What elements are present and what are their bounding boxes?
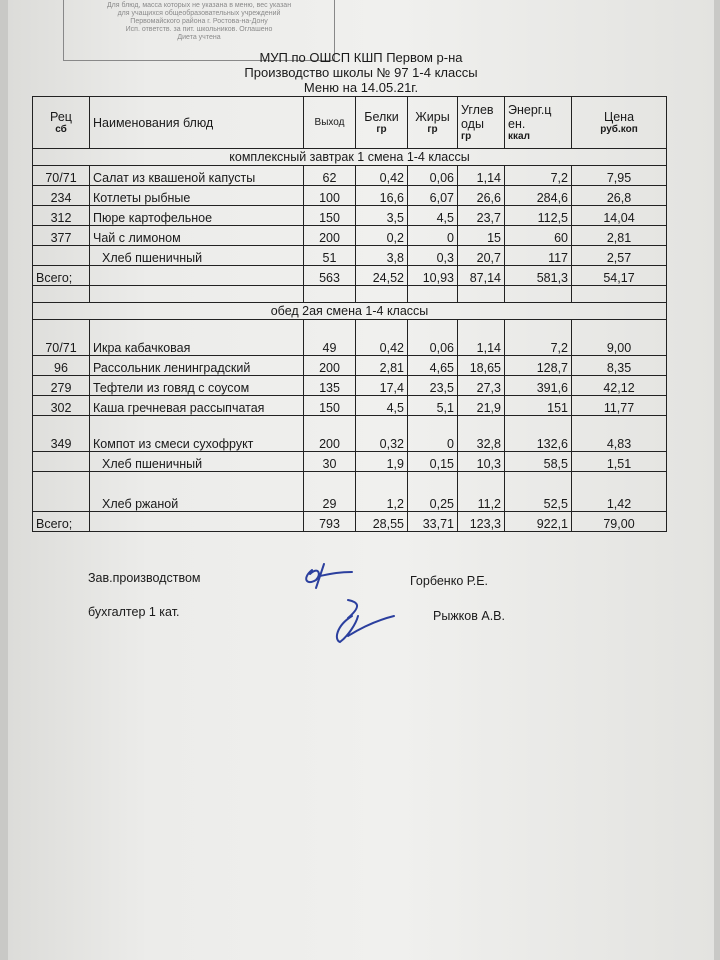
yield-cell: 200 <box>304 226 356 246</box>
carbs-cell: 11,2 <box>458 472 505 512</box>
dish-name: Пюре картофельное <box>90 206 304 226</box>
signature-2 <box>318 596 398 648</box>
carbs-cell: 20,7 <box>458 246 505 266</box>
col-price: Цена руб.коп <box>572 97 667 149</box>
stamp-line: Первомайского района г. Ростова-на-Дону <box>130 18 268 25</box>
table-row <box>33 206 667 226</box>
table-row <box>33 452 667 472</box>
carbs-cell: 15 <box>458 226 505 246</box>
dish-name: Компот из смеси сухофрукт <box>90 416 304 452</box>
role-production-head: Зав.производством <box>88 571 201 585</box>
fat-cell: 0,06 <box>408 166 458 186</box>
energy-cell: 58,5 <box>505 452 572 472</box>
rec-cell: 279 <box>33 376 90 396</box>
rec-cell <box>33 472 90 512</box>
section-title: обед 2ая смена 1-4 классы <box>33 303 667 320</box>
yield-cell: 135 <box>304 376 356 396</box>
dish-name: Каша гречневая рассыпчатая <box>90 396 304 416</box>
fat-cell: 6,07 <box>408 186 458 206</box>
dish-name: Хлеб пшеничный <box>90 452 304 472</box>
table-row <box>33 356 667 376</box>
fat-cell: 0 <box>408 416 458 452</box>
section1-rows <box>33 166 667 266</box>
stamp-line: Исп. ответств. за пит. школьников. Оглашено <box>125 26 273 33</box>
energy-cell: 52,5 <box>505 472 572 512</box>
empty-row <box>33 286 667 303</box>
dish-name: Чай с лимоном <box>90 226 304 246</box>
protein-cell: 0,32 <box>356 416 408 452</box>
protein-cell: 0,2 <box>356 226 408 246</box>
energy-cell: 284,6 <box>505 186 572 206</box>
price-cell: 4,83 <box>572 416 667 452</box>
fat-cell: 0,06 <box>408 320 458 356</box>
table-row <box>33 246 667 266</box>
price-cell: 26,8 <box>572 186 667 206</box>
dish-name: Хлеб ржаной <box>90 472 304 512</box>
fat-cell: 4,65 <box>408 356 458 376</box>
col-energy: Энерг.ц ен. ккал <box>505 97 572 149</box>
carbs-cell: 21,9 <box>458 396 505 416</box>
yield-cell: 150 <box>304 396 356 416</box>
col-rec: Рец сб <box>33 97 90 149</box>
section-title: комплексный завтрак 1 смена 1-4 классы <box>33 149 667 166</box>
price-cell: 9,00 <box>572 320 667 356</box>
table-row <box>33 166 667 186</box>
protein-cell: 1,2 <box>356 472 408 512</box>
stamp-line: Для блюд, масса которых не указана в меню, вес указан <box>106 2 292 9</box>
rec-cell: 349 <box>33 416 90 452</box>
rec-cell <box>33 246 90 266</box>
carbs-cell: 26,6 <box>458 186 505 206</box>
fat-cell: 5,1 <box>408 396 458 416</box>
table-row <box>33 226 667 246</box>
energy-cell: 60 <box>505 226 572 246</box>
yield-cell: 150 <box>304 206 356 226</box>
table-row <box>33 396 667 416</box>
carbs-cell: 10,3 <box>458 452 505 472</box>
protein-cell: 3,8 <box>356 246 408 266</box>
price-cell: 7,95 <box>572 166 667 186</box>
col-name: Наименования блюд <box>90 97 304 149</box>
col-carbs: Углев оды гр <box>458 97 505 149</box>
fat-cell: 23,5 <box>408 376 458 396</box>
yield-cell: 62 <box>304 166 356 186</box>
price-cell: 11,77 <box>572 396 667 416</box>
rec-cell: 312 <box>33 206 90 226</box>
energy-cell: 128,7 <box>505 356 572 376</box>
dish-name: Котлеты рыбные <box>90 186 304 206</box>
price-cell: 2,57 <box>572 246 667 266</box>
section2-rows <box>33 320 667 512</box>
fat-cell: 0 <box>408 226 458 246</box>
table-row <box>33 376 667 396</box>
menu-date: Меню на 14.05.21г. <box>303 80 419 95</box>
protein-cell: 3,5 <box>356 206 408 226</box>
menu-sheet <box>8 0 714 960</box>
protein-cell: 4,5 <box>356 396 408 416</box>
protein-cell: 2,81 <box>356 356 408 376</box>
stamp-line: для учащихся общеобразовательных учреждений <box>117 10 281 17</box>
fat-cell: 0,3 <box>408 246 458 266</box>
protein-cell: 0,42 <box>356 166 408 186</box>
energy-cell: 391,6 <box>505 376 572 396</box>
energy-cell: 117 <box>505 246 572 266</box>
fat-cell: 0,15 <box>408 452 458 472</box>
table-header <box>33 97 667 149</box>
dish-name: Салат из квашеной капусты <box>90 166 304 186</box>
rec-cell: 96 <box>33 356 90 376</box>
price-cell: 14,04 <box>572 206 667 226</box>
stamp-line: Диета учтена <box>177 34 221 41</box>
org-title: МУП по ОШСП КШП Первом р-на <box>259 50 463 65</box>
role-accountant: бухгалтер 1 кат. <box>88 605 180 619</box>
rec-cell <box>33 452 90 472</box>
total-row: Всего; 563 24,52 10,93 87,14 581,3 54,17 <box>33 266 667 286</box>
protein-cell: 1,9 <box>356 452 408 472</box>
yield-cell: 51 <box>304 246 356 266</box>
dish-name: Тефтели из говяд с соусом <box>90 376 304 396</box>
energy-cell: 7,2 <box>505 166 572 186</box>
dish-name: Хлеб пшеничный <box>90 246 304 266</box>
col-fat: Жиры гр <box>408 97 458 149</box>
table-row <box>33 186 667 206</box>
protein-cell: 17,4 <box>356 376 408 396</box>
price-cell: 42,12 <box>572 376 667 396</box>
fat-cell: 4,5 <box>408 206 458 226</box>
fat-cell: 0,25 <box>408 472 458 512</box>
carbs-cell: 32,8 <box>458 416 505 452</box>
table-row <box>33 472 667 512</box>
price-cell: 8,35 <box>572 356 667 376</box>
yield-cell: 49 <box>304 320 356 356</box>
name-production-head: Горбенко Р.Е. <box>410 574 489 588</box>
total-row: Всего; 793 28,55 33,71 123,3 922,1 79,00 <box>33 512 667 532</box>
rec-cell: 302 <box>33 396 90 416</box>
name-accountant: Рыжков А.В. <box>433 609 505 623</box>
energy-cell: 132,6 <box>505 416 572 452</box>
col-protein: Белки гр <box>356 97 408 149</box>
signature-1 <box>294 560 364 592</box>
energy-cell: 151 <box>505 396 572 416</box>
price-cell: 1,51 <box>572 452 667 472</box>
carbs-cell: 27,3 <box>458 376 505 396</box>
yield-cell: 200 <box>304 356 356 376</box>
carbs-cell: 1,14 <box>458 320 505 356</box>
carbs-cell: 23,7 <box>458 206 505 226</box>
protein-cell: 16,6 <box>356 186 408 206</box>
energy-cell: 112,5 <box>505 206 572 226</box>
yield-cell: 29 <box>304 472 356 512</box>
rec-cell: 70/71 <box>33 166 90 186</box>
dish-name: Рассольник ленинградский <box>90 356 304 376</box>
price-cell: 2,81 <box>572 226 667 246</box>
rec-cell: 377 <box>33 226 90 246</box>
protein-cell: 0,42 <box>356 320 408 356</box>
menu-table <box>32 96 667 532</box>
school-title: Производство школы № 97 1-4 классы <box>244 65 478 80</box>
yield-cell: 30 <box>304 452 356 472</box>
carbs-cell: 18,65 <box>458 356 505 376</box>
carbs-cell: 1,14 <box>458 166 505 186</box>
energy-cell: 7,2 <box>505 320 572 356</box>
yield-cell: 100 <box>304 186 356 206</box>
table-row <box>33 416 667 452</box>
col-yield: Выход <box>304 97 356 149</box>
dish-name: Икра кабачковая <box>90 320 304 356</box>
price-cell: 1,42 <box>572 472 667 512</box>
yield-cell: 200 <box>304 416 356 452</box>
rec-cell: 234 <box>33 186 90 206</box>
rec-cell: 70/71 <box>33 320 90 356</box>
table-row <box>33 320 667 356</box>
